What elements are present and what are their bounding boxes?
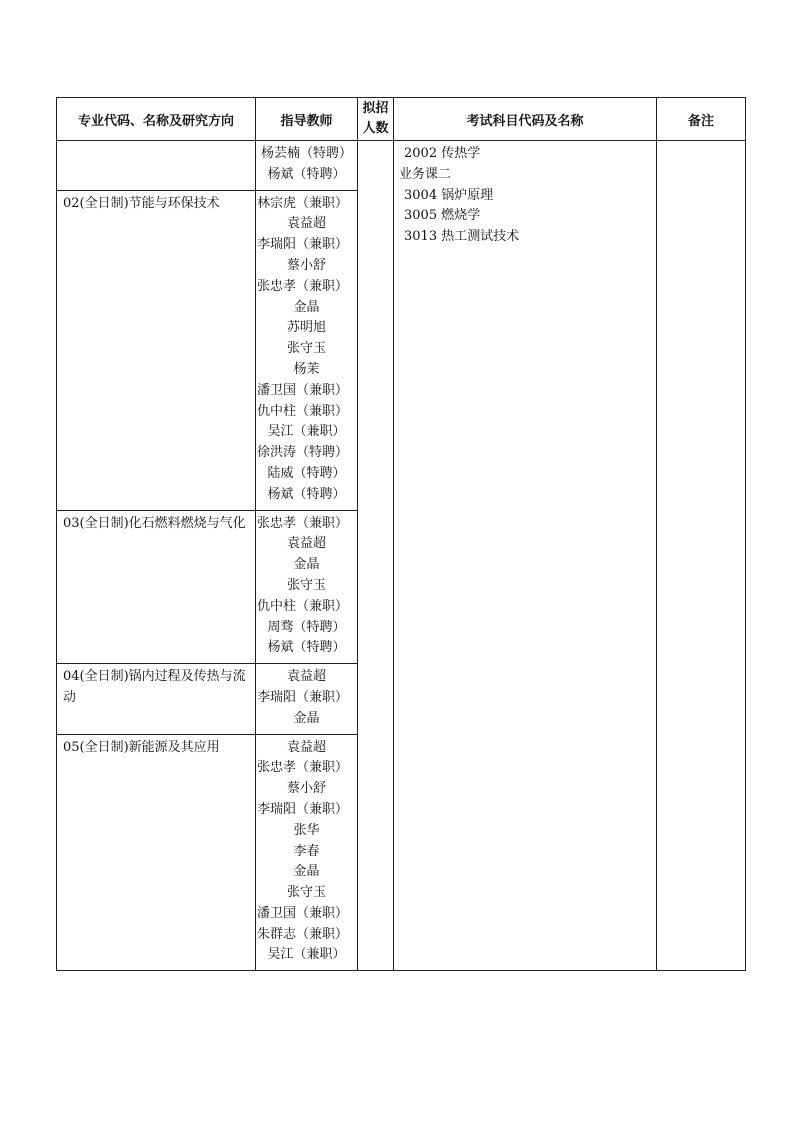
advisor-name: 金晶 — [293, 710, 320, 726]
advisor-cell — [256, 190, 358, 510]
advisor-name: 金晶 — [293, 299, 320, 315]
advisor-name: 金晶 — [293, 864, 320, 880]
advisor-name: 吴江（兼职） — [267, 424, 346, 440]
advisor-name: 蔡小舒 — [286, 257, 326, 273]
advisor-name: 李瑞阳（兼职） — [257, 689, 349, 705]
advisor-name: 李瑞阳（兼职） — [257, 237, 349, 253]
advisor-name: 杨芸楠（特聘） — [260, 146, 352, 161]
header-quota-line2: 人数 — [362, 121, 389, 136]
advisor-name: 苏明旭 — [286, 320, 326, 336]
advisor-name: 张守玉 — [286, 577, 326, 593]
major-cell — [57, 664, 256, 734]
advisor-name: 李春 — [293, 843, 320, 859]
exam-subject: 3004 锅炉原理 — [404, 187, 494, 203]
major-cell — [57, 510, 256, 664]
table-row — [57, 141, 746, 191]
advisor-name: 杨斌（特聘） — [267, 166, 346, 182]
exam-subject: 2002 传热学 — [404, 146, 481, 161]
major-name: 05(全日制)新能源及其应用 — [63, 739, 220, 755]
advisor-cell — [256, 510, 358, 664]
major-cell — [57, 734, 256, 971]
advisor-cell — [256, 664, 358, 734]
advisor-name: 杨斌（特聘） — [267, 640, 346, 656]
table-header-row — [57, 98, 746, 141]
advisor-name: 杨茉 — [293, 361, 320, 377]
advisor-name: 蔡小舒 — [286, 781, 326, 797]
major-cell — [57, 141, 256, 191]
major-name: 02(全日制)节能与环保技术 — [63, 195, 220, 211]
advisor-name: 袁益超 — [286, 669, 326, 685]
advisor-cell — [256, 141, 358, 191]
advisor-name: 张守玉 — [286, 885, 326, 901]
advisor-name: 袁益超 — [286, 216, 326, 232]
advisor-cell — [256, 734, 358, 971]
advisor-name: 潘卫国（兼职） — [257, 382, 349, 398]
advisor-name: 徐洪涛（特聘） — [257, 445, 349, 461]
advisor-name: 周骛（特聘） — [267, 619, 346, 635]
remarks-cell — [657, 141, 746, 971]
advisor-name: 张华 — [293, 822, 320, 838]
advisor-name: 仇中柱（兼职） — [257, 598, 349, 614]
advisor-name: 林宗虎（兼职） — [257, 195, 349, 211]
advisor-name: 仇中柱（兼职） — [257, 403, 349, 419]
header-quota — [358, 98, 394, 141]
header-advisor: 指导教师 — [256, 98, 358, 141]
quota-cell — [358, 141, 394, 971]
advisor-name: 张守玉 — [286, 341, 326, 357]
advisor-name: 杨斌（特聘） — [267, 486, 346, 502]
advisor-name: 陆威（特聘） — [267, 465, 346, 481]
advisor-name: 张忠孝（兼职） — [257, 278, 349, 294]
advisor-name: 潘卫国（兼职） — [257, 905, 349, 921]
header-exam: 考试科目代码及名称 — [394, 98, 657, 141]
admissions-table — [56, 97, 746, 971]
exam-subject: 3013 热工测试技术 — [404, 229, 520, 245]
exam-subject: 3005 燃烧学 — [404, 208, 481, 224]
major-name: 03(全日制)化石燃料燃烧与气化 — [63, 515, 246, 531]
advisor-name: 朱群志（兼职） — [257, 926, 349, 942]
header-quota-line1: 拟招 — [362, 101, 389, 116]
header-major: 专业代码、名称及研究方向 — [57, 98, 256, 141]
header-remarks: 备注 — [657, 98, 746, 141]
advisor-name: 张忠孝（兼职） — [257, 515, 349, 531]
advisor-name: 李瑞阳（兼职） — [257, 801, 349, 817]
exam-subject: 业务课二 — [399, 166, 452, 182]
advisor-name: 吴江（兼职） — [267, 947, 346, 963]
advisor-name: 金晶 — [293, 557, 320, 573]
advisor-name: 袁益超 — [286, 536, 326, 552]
exam-cell — [394, 141, 657, 971]
advisor-name: 张忠孝（兼职） — [257, 760, 349, 776]
major-cell — [57, 190, 256, 510]
major-name: 04(全日制)锅内过程及传热与流动 — [63, 669, 246, 705]
advisor-name: 袁益超 — [286, 739, 326, 755]
